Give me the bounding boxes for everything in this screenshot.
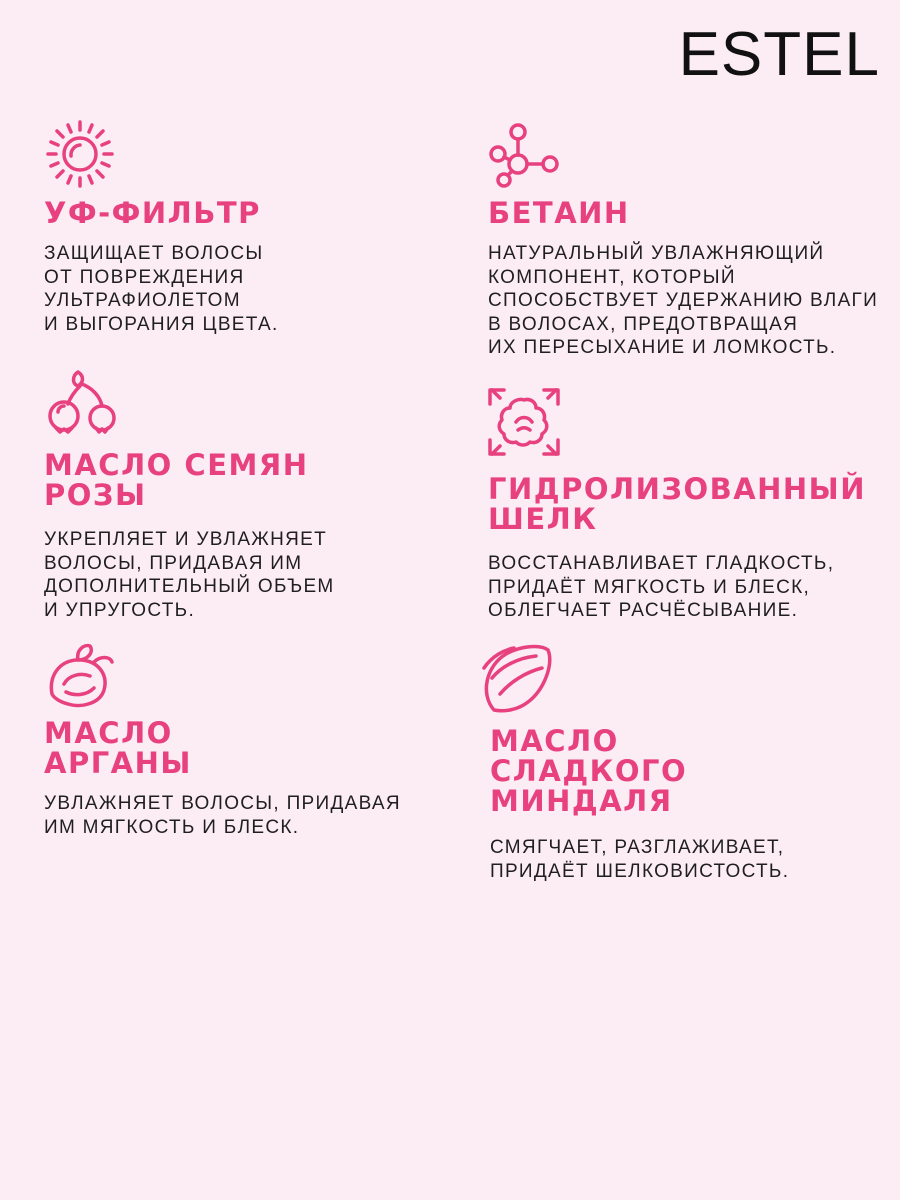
feature-description: УКРЕПЛЯЕТ И УВЛАЖНЯЕТ ВОЛОСЫ, ПРИДАВАЯ ИМ ДОПОЛНИТЕЛЬНЫЙ ОБЪЕМ И УПРУГОСТЬ.: [44, 529, 335, 621]
argan-nut-icon: [44, 640, 116, 712]
almond-icon: [480, 640, 552, 712]
feature-description: НАТУРАЛЬНЫЙ УВЛАЖНЯЮЩИЙ КОМПОНЕНТ, КОТОРЫЙ СПОСОБСТВУЕТ УДЕРЖАНИЮ ВЛАГИ В ВОЛОСАХ, ПРЕДОТВРАЩАЯ ИХ ПЕРЕСЫХАНИЕ И ЛОМКОСТЬ.: [488, 243, 879, 358]
feature-hydrolyzed-silk: [488, 386, 888, 623]
cocoon-icon: [488, 386, 560, 458]
feature-title: МАСЛО СЛАДКОГО МИНДАЛЯ: [490, 724, 688, 818]
feature-description: УВЛАЖНЯЕТ ВОЛОСЫ, ПРИДАВАЯ ИМ МЯГКОСТЬ И БЛЕСК.: [44, 793, 401, 838]
feature-description: СМЯГЧАЕТ, РАЗГЛАЖИВАЕТ, ПРИДАЁТ ШЕЛКОВИСТОСТЬ.: [490, 837, 790, 882]
feature-description: ЗАЩИЩАЕТ ВОЛОСЫ ОТ ПОВРЕЖДЕНИЯ УЛЬТРАФИОЛЕТОМ И ВЫГОРАНИЯ ЦВЕТА.: [44, 243, 279, 335]
feature-title: МАСЛО АРГАНЫ: [44, 716, 192, 780]
brand-logo: ESTEL: [678, 20, 880, 89]
feature-rose-seed-oil: [44, 366, 444, 622]
feature-title: ГИДРОЛИЗОВАННЫЙ ШЕЛК: [488, 472, 867, 536]
rosehip-icon: [44, 366, 116, 438]
feature-title: МАСЛО СЕМЯН РОЗЫ: [44, 448, 309, 512]
feature-title: БЕТАИН: [488, 196, 630, 230]
sun-icon: [44, 118, 116, 190]
molecule-icon: [488, 120, 560, 192]
feature-argan-oil: [44, 640, 444, 839]
feature-title: УФ-ФИЛЬТР: [44, 196, 261, 230]
feature-betaine: [488, 120, 888, 360]
feature-sweet-almond-oil: [480, 640, 880, 883]
feature-description: ВОССТАНАВЛИВАЕТ ГЛАДКОСТЬ, ПРИДАЁТ МЯГКОСТЬ И БЛЕСК, ОБЛЕГЧАЕТ РАСЧЁСЫВАНИЕ.: [488, 553, 835, 621]
feature-uv-filter: [44, 118, 444, 336]
